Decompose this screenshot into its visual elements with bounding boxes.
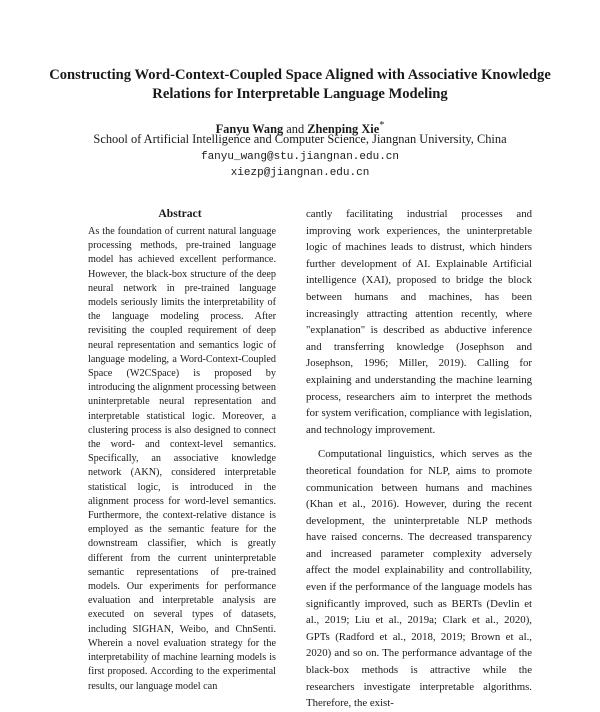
- paper-title: Constructing Word-Context-Coupled Space Aligned with Associative Knowledge Relations for Interpretable Language Modeling: [49, 67, 551, 102]
- paragraph: cantly facilitating industrial processes and improving work experiences, the uninterpretable logic of machines leads to distrust, which hinders further development of AI. Explainable Artificial intelligence (XAI), proposed to bridge the block between humans and machines, has been increasingly attracting attention recently, where "explanation" is described as abductive inference and transferring knowledge (Josephson and Josephson, 1996; Miller, 2019). Calling for explaining and understanding the machine learning process, researchers aim to interpret the methods for system verification, compliance with legislation, and technology improvement.: [306, 208, 532, 436]
- author-name: Fanyu Wang: [215, 122, 284, 137]
- abstract-heading: Abstract: [158, 207, 202, 220]
- body-text-column: [306, 206, 532, 710]
- corresponding-author-mark: *: [379, 120, 385, 131]
- author-email: xiezp@jiangnan.edu.cn: [230, 167, 370, 179]
- author-name: Zhenping Xie: [307, 122, 380, 137]
- abstract-text: As the foundation of current natural language processing methods, pre-trained language model has achieved excellent performance. However, the black-box structure of the deep neural network in pre-trained language models seriously limits the interpretability of the language modeling process. After revisiting the coupled requirement of deep neural representation and semantics logic of language modeling, a Word-Context-Coupled Space (W2CSpace) is proposed by introducing the alignment processing between uninterpretable neural representation and interpretable statistical logic. Moreover, a clustering process is also designed to connect the word- and context-level semantics. Specifically, an associative knowledge network (AKN), considered interpretable statistical logic, is introduced in the alignment process for word-level semantics. Furthermore, the context-relative distance is employed as the semantic feature for the downstream classifier, which is greatly different from the current uninterpretable semantic representations of pre-trained models. Our experiments for performance evaluation and interpretable analysis are executed on several types of datasets, including SIGHAN, Weibo, and ChnSenti. Wherein a novel evaluation strategy for the interpretability of machine learning models is first proposed. According to the experimental results, our language model can: [88, 226, 276, 692]
- affiliation: School of Artificial Intelligence and Computer Science, Jiangnan University, China: [93, 132, 507, 146]
- paragraph: Computational linguistics, which serves as the theoretical foundation for NLP, aims to promote communication between humans and machines (Khan et al., 2016). However, during the recent development, the uninterpretable NLP methods have raised concerns. The decreased transparency and increased parameter complexity adversely affect the model explainability and controllability, even if the performance of the language models has significantly improved, such as BERTs (Devlin et al., 2019; Liu et al., 2019a; Clark et al., 2020), GPTs (Radford et al., 2018, 2019; Brown et al., 2020) and so on. The performance advantage of the black-box methods is attractive while the researchers investigate interpretable algorithms. Therefore, the exist-: [306, 448, 532, 710]
- author-conjunction: and: [286, 122, 305, 137]
- author-email: fanyu_wang@stu.jiangnan.edu.cn: [200, 151, 400, 163]
